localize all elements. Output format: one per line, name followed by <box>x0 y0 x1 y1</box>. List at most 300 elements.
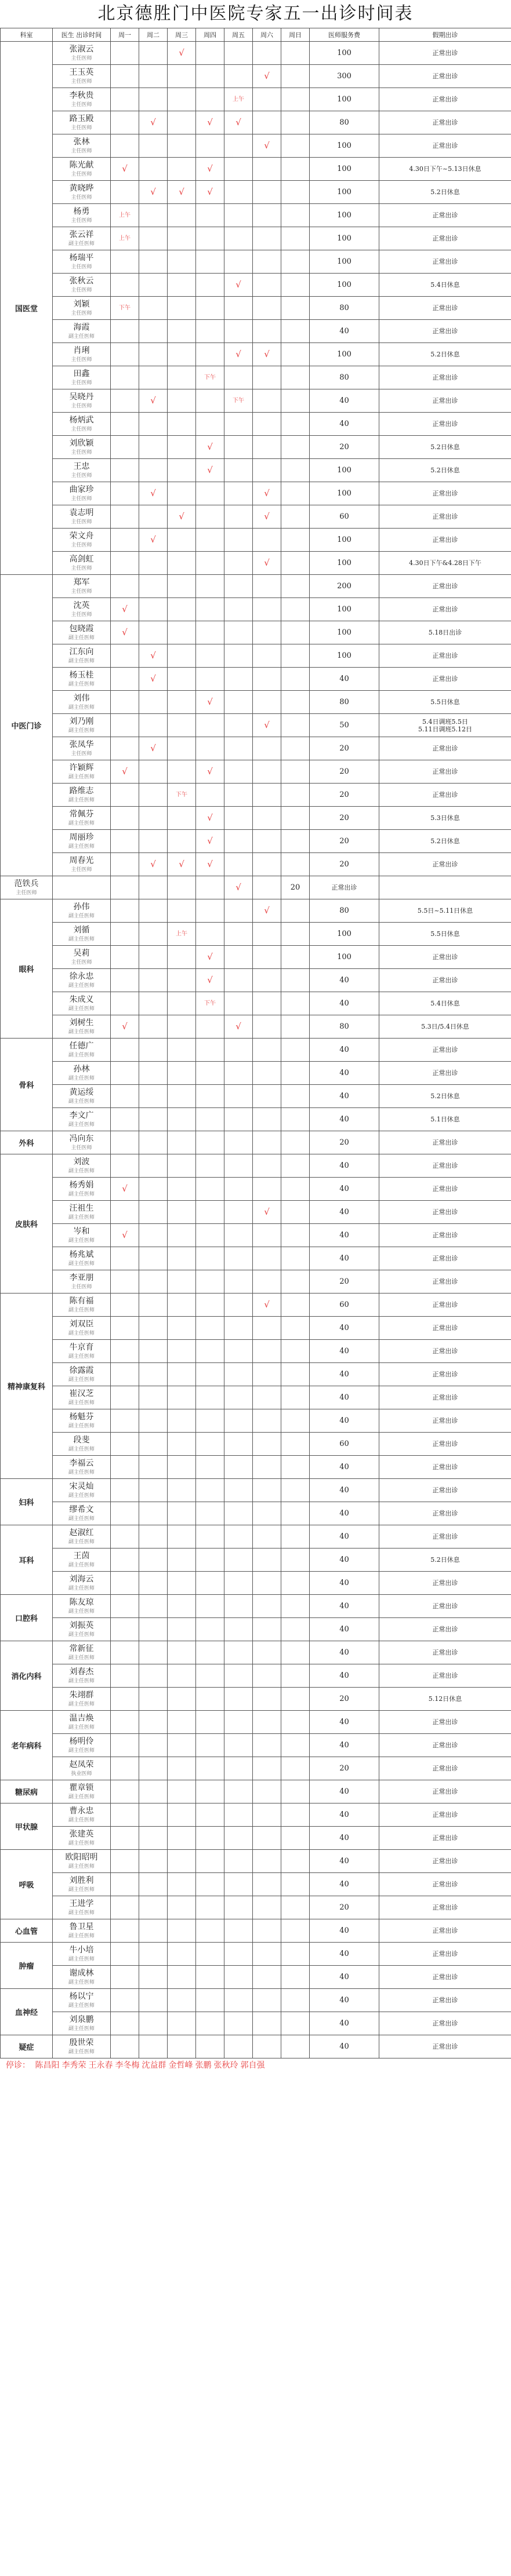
day-cell <box>253 668 281 691</box>
table-row <box>1 366 511 389</box>
day-cell <box>196 1317 224 1340</box>
table-row <box>1 158 511 181</box>
remark-cell: 5.2日休息 <box>379 830 511 853</box>
day-cell <box>253 1178 281 1201</box>
remark-cell: 正常出诊 <box>379 1062 511 1085</box>
doctor-cell <box>53 552 111 575</box>
remark-cell: 正常出诊 <box>379 737 511 760</box>
doctor-title: 主任医师 <box>71 217 92 224</box>
doctor-title: 副主任医师 <box>68 727 95 734</box>
check-mark: √ <box>150 743 156 753</box>
day-cell <box>281 482 310 505</box>
day-cell <box>168 598 196 621</box>
session-note: 下午 <box>176 791 187 798</box>
doctor-title: 副主任医师 <box>68 1330 95 1336</box>
day-cell <box>139 1943 168 1966</box>
day-cell <box>281 42 310 65</box>
header-dept: 科室 <box>1 28 53 42</box>
day-cell <box>253 1502 281 1525</box>
day-cell <box>139 1062 168 1085</box>
day-cell <box>111 482 139 505</box>
fee-cell: 20 <box>310 737 379 760</box>
day-cell <box>111 1386 139 1409</box>
table-row <box>1 204 511 227</box>
doctor-name: 刘颖 <box>73 299 90 309</box>
day-cell <box>196 1039 224 1062</box>
remark-cell: 正常出诊 <box>379 1363 511 1386</box>
day-cell <box>168 668 196 691</box>
day-cell <box>224 1688 253 1711</box>
day-cell <box>253 1525 281 1548</box>
fee-cell: 60 <box>310 1433 379 1456</box>
doctor-cell <box>53 1154 111 1178</box>
day-cell <box>253 1850 281 1873</box>
table-row <box>1 1201 511 1224</box>
doctor-name: 徐露霞 <box>69 1365 94 1375</box>
day-cell <box>53 876 111 899</box>
fee-cell: 40 <box>310 1595 379 1618</box>
day-cell <box>139 1433 168 1456</box>
day-cell <box>253 1641 281 1664</box>
day-cell <box>139 1108 168 1131</box>
table-row <box>1 42 511 65</box>
check-mark: √ <box>207 766 213 777</box>
table-row <box>1 529 511 552</box>
day-cell <box>111 1247 139 1270</box>
doctor-name: 朱翊群 <box>69 1690 94 1700</box>
doctor-cell <box>53 737 111 760</box>
table-row <box>1 1896 511 1919</box>
header-day: 周二 <box>139 28 168 42</box>
day-cell <box>281 992 310 1015</box>
doctor-title: 副主任医师 <box>68 1515 95 1522</box>
doctor-title: 副主任医师 <box>68 1910 95 1916</box>
doctor-name: 瞿章锁 <box>69 1783 94 1792</box>
day-cell <box>224 1595 253 1618</box>
fee-cell: 100 <box>310 598 379 621</box>
day-cell <box>253 1989 281 2012</box>
day-cell <box>196 575 224 598</box>
doctor-title: 主任医师 <box>71 472 92 479</box>
day-cell <box>139 784 168 807</box>
day-cell <box>139 227 168 250</box>
day-cell <box>168 1317 196 1340</box>
day-cell <box>168 505 196 529</box>
day-cell <box>253 134 281 158</box>
doctor-title: 副主任医师 <box>68 1747 95 1754</box>
remark-cell: 正常出诊 <box>379 1479 511 1502</box>
day-cell <box>196 946 224 969</box>
day-cell <box>281 1386 310 1409</box>
day-cell <box>196 1386 224 1409</box>
doctor-name: 王忠 <box>73 461 90 471</box>
day-cell <box>196 111 224 134</box>
department-cell: 国医堂 <box>1 42 53 575</box>
day-cell <box>281 1363 310 1386</box>
fee-cell: 100 <box>310 134 379 158</box>
doctor-name: 欧阳昭明 <box>65 1852 98 1862</box>
day-cell <box>281 529 310 552</box>
doctor-cell <box>53 923 111 946</box>
department-cell: 老年病科 <box>1 1711 53 1780</box>
fee-cell: 40 <box>310 992 379 1015</box>
day-cell <box>168 1803 196 1827</box>
table-row <box>1 1966 511 1989</box>
day-cell <box>253 969 281 992</box>
doctor-title: 副主任医师 <box>68 1492 95 1499</box>
day-cell <box>281 297 310 320</box>
doctor-title: 主任医师 <box>71 565 92 571</box>
day-cell <box>196 1409 224 1433</box>
fee-cell: 80 <box>310 1015 379 1039</box>
day-cell <box>168 1896 196 1919</box>
table-row <box>1 1803 511 1827</box>
fee-cell: 40 <box>310 1340 379 1363</box>
table-row <box>1 644 511 668</box>
doctor-cell <box>53 1178 111 1201</box>
fee-cell: 40 <box>310 1154 379 1178</box>
day-cell <box>196 992 224 1015</box>
table-row <box>1 1131 511 1154</box>
day-cell <box>111 737 139 760</box>
table-row <box>1 621 511 644</box>
fee-cell: 40 <box>310 413 379 436</box>
session-note: 下午 <box>204 374 216 381</box>
day-cell <box>224 436 253 459</box>
table-row <box>1 1618 511 1641</box>
day-cell <box>196 1502 224 1525</box>
doctor-name: 曲家珍 <box>69 484 94 494</box>
day-cell <box>111 1827 139 1850</box>
doctor-cell <box>53 459 111 482</box>
day-cell <box>139 1873 168 1896</box>
day-cell <box>111 598 139 621</box>
table-row <box>1 1943 511 1966</box>
day-cell <box>253 1827 281 1850</box>
day-cell <box>253 65 281 88</box>
day-cell <box>139 1039 168 1062</box>
remark-cell: 正常出诊 <box>379 760 511 784</box>
fee-cell: 100 <box>310 923 379 946</box>
day-cell <box>196 1525 224 1548</box>
day-cell <box>139 158 168 181</box>
day-cell <box>253 1803 281 1827</box>
remark-cell: 5.2日休息 <box>379 1548 511 1572</box>
day-cell <box>253 320 281 343</box>
day-cell <box>224 505 253 529</box>
day-cell <box>111 876 139 899</box>
doctor-name: 吴晓丹 <box>69 392 94 402</box>
day-cell <box>253 737 281 760</box>
day-cell <box>168 181 196 204</box>
day-cell <box>224 343 253 366</box>
day-cell <box>111 992 139 1015</box>
day-cell <box>196 1363 224 1386</box>
day-cell <box>139 274 168 297</box>
doctor-name: 周春光 <box>69 855 94 865</box>
table-row <box>1 714 511 737</box>
day-cell <box>224 1711 253 1734</box>
day-cell <box>111 1317 139 1340</box>
day-cell <box>196 830 224 853</box>
day-cell <box>168 2035 196 2058</box>
day-cell <box>111 1757 139 1780</box>
remark-cell: 正常出诊 <box>379 1502 511 1525</box>
day-cell <box>196 1247 224 1270</box>
day-cell <box>281 65 310 88</box>
day-cell <box>111 946 139 969</box>
check-mark: √ <box>207 442 213 452</box>
department-cell: 呼吸 <box>1 1850 53 1919</box>
check-mark: √ <box>264 71 270 81</box>
fee-cell: 20 <box>310 436 379 459</box>
header-day: 周一 <box>111 28 139 42</box>
doctor-cell <box>53 668 111 691</box>
table-row <box>1 250 511 274</box>
table-row <box>1 505 511 529</box>
table-row <box>1 134 511 158</box>
day-cell <box>253 1711 281 1734</box>
doctor-name: 路玉殿 <box>69 114 94 123</box>
day-cell <box>196 853 224 876</box>
remark-cell: 5.18日出诊 <box>379 621 511 644</box>
day-cell <box>139 946 168 969</box>
remark-cell: 正常出诊 <box>379 2012 511 2035</box>
day-cell <box>111 575 139 598</box>
day-cell <box>224 807 253 830</box>
day-cell <box>196 42 224 65</box>
fee-cell: 80 <box>310 899 379 923</box>
day-cell <box>168 1688 196 1711</box>
doctor-cell <box>53 621 111 644</box>
department-cell: 糖尿病 <box>1 1780 53 1803</box>
suspended-doctor-name: 陈昌阳 <box>35 2061 60 2070</box>
day-cell <box>224 413 253 436</box>
doctor-name: 李文广 <box>69 1110 94 1120</box>
fee-cell: 40 <box>310 1780 379 1803</box>
day-cell <box>224 42 253 65</box>
table-row <box>1 992 511 1015</box>
fee-cell: 40 <box>310 1989 379 2012</box>
doctor-title: 副主任医师 <box>68 1376 95 1383</box>
doctor-title: 副主任医师 <box>68 1840 95 1846</box>
suspended-doctor-name: 郭自强 <box>240 2061 265 2070</box>
fee-cell: 40 <box>310 1062 379 1085</box>
day-cell <box>281 1062 310 1085</box>
day-cell <box>168 1201 196 1224</box>
doctor-name: 李秋贵 <box>69 90 94 100</box>
remark-cell: 正常出诊 <box>379 366 511 389</box>
table-row <box>1 181 511 204</box>
day-cell <box>168 969 196 992</box>
remark-cell: 5.4日休息 <box>379 274 511 297</box>
day-cell <box>139 1409 168 1433</box>
doctor-name: 刘树生 <box>69 1018 94 1028</box>
doctor-cell <box>53 598 111 621</box>
fee-cell: 40 <box>310 1711 379 1734</box>
day-cell <box>253 1340 281 1363</box>
day-cell <box>168 1989 196 2012</box>
day-cell <box>139 1131 168 1154</box>
day-cell <box>139 807 168 830</box>
day-cell <box>168 1456 196 1479</box>
day-cell <box>281 1433 310 1456</box>
doctor-cell <box>53 1201 111 1224</box>
day-cell <box>196 1456 224 1479</box>
table-row <box>1 737 511 760</box>
fee-cell: 20 <box>310 830 379 853</box>
doctor-name: 刘春杰 <box>69 1667 94 1677</box>
doctor-cell <box>53 1618 111 1641</box>
day-cell <box>196 1595 224 1618</box>
day-cell <box>139 1247 168 1270</box>
table-row <box>1 1317 511 1340</box>
day-cell <box>196 1943 224 1966</box>
day-cell <box>139 1502 168 1525</box>
remark-cell: 正常出诊 <box>379 1827 511 1850</box>
remark-cell: 正常出诊 <box>379 2035 511 2058</box>
remark-cell: 5.2日休息 <box>379 436 511 459</box>
remark-cell: 正常出诊 <box>379 1525 511 1548</box>
header-row <box>1 28 511 42</box>
day-cell <box>196 413 224 436</box>
day-cell <box>168 1224 196 1247</box>
day-cell <box>139 1525 168 1548</box>
day-cell <box>168 1827 196 1850</box>
day-cell <box>253 621 281 644</box>
doctor-title: 主任医师 <box>71 194 92 201</box>
day-cell <box>281 1572 310 1595</box>
day-cell <box>111 529 139 552</box>
check-mark: √ <box>235 882 241 892</box>
day-cell <box>281 1966 310 1989</box>
day-cell <box>111 250 139 274</box>
day-cell <box>281 343 310 366</box>
fee-cell: 80 <box>310 297 379 320</box>
header-day: 周日 <box>281 28 310 42</box>
remark-cell: 正常出诊 <box>379 1409 511 1433</box>
doctor-title: 副主任医师 <box>68 1191 95 1197</box>
doctor-cell <box>53 320 111 343</box>
day-cell <box>168 111 196 134</box>
fee-cell: 60 <box>310 505 379 529</box>
day-cell <box>168 1433 196 1456</box>
doctor-cell <box>53 88 111 111</box>
day-cell <box>111 1711 139 1734</box>
day-cell <box>224 1548 253 1572</box>
day-cell <box>168 1270 196 1294</box>
check-mark: √ <box>235 1021 241 1032</box>
doctor-cell <box>53 830 111 853</box>
day-cell <box>196 923 224 946</box>
day-cell <box>111 1294 139 1317</box>
day-cell <box>111 1062 139 1085</box>
day-cell <box>281 250 310 274</box>
table-row <box>1 946 511 969</box>
doctor-name: 张凤华 <box>69 739 94 749</box>
day-cell <box>224 1294 253 1317</box>
day-cell <box>281 1757 310 1780</box>
doctor-title: 副主任医师 <box>68 1353 95 1360</box>
day-cell <box>196 1734 224 1757</box>
doctor-cell <box>1 876 53 899</box>
day-cell <box>196 227 224 250</box>
suspended-doctor-name: 王永春 <box>88 2061 113 2070</box>
day-cell <box>168 923 196 946</box>
doctor-title: 副主任医师 <box>68 681 95 687</box>
remark-cell: 正常出诊 <box>379 42 511 65</box>
doctor-title: 副主任医师 <box>68 1678 95 1684</box>
doctor-title: 主任医师 <box>71 78 92 85</box>
doctor-title: 副主任医师 <box>68 913 95 919</box>
day-cell <box>253 1873 281 1896</box>
remark-cell: 正常出诊 <box>379 111 511 134</box>
day-cell <box>139 992 168 1015</box>
day-cell <box>253 598 281 621</box>
day-cell <box>168 1409 196 1433</box>
doctor-title: 副主任医师 <box>68 635 95 641</box>
remark-cell: 正常出诊 <box>379 1850 511 1873</box>
day-cell <box>253 459 281 482</box>
day-cell <box>281 88 310 111</box>
fee-cell: 20 <box>310 1896 379 1919</box>
day-cell <box>253 1456 281 1479</box>
day-cell <box>196 1154 224 1178</box>
remark-cell: 正常出诊 <box>379 1131 511 1154</box>
table-row <box>1 1363 511 1386</box>
day-cell <box>253 1409 281 1433</box>
day-cell <box>196 598 224 621</box>
table-row <box>1 1548 511 1572</box>
doctor-name: 刘伟 <box>73 693 90 703</box>
day-cell <box>111 1572 139 1595</box>
doctor-title: 主任医师 <box>71 264 92 270</box>
day-cell <box>139 1757 168 1780</box>
doctor-name: 常新征 <box>69 1644 94 1653</box>
doctor-title: 副主任医师 <box>68 1655 95 1661</box>
day-cell <box>224 575 253 598</box>
day-cell <box>224 1873 253 1896</box>
day-cell <box>253 992 281 1015</box>
doctor-title: 副主任医师 <box>68 797 95 803</box>
table-row <box>1 1386 511 1409</box>
check-mark: √ <box>150 650 156 661</box>
day-cell <box>168 1015 196 1039</box>
doctor-cell <box>53 1456 111 1479</box>
day-cell <box>196 1919 224 1943</box>
day-cell <box>224 1247 253 1270</box>
remark-cell: 正常出诊 <box>379 389 511 413</box>
remark-cell: 正常出诊 <box>379 1572 511 1595</box>
doctor-cell <box>53 366 111 389</box>
table-row <box>1 1641 511 1664</box>
day-cell <box>196 1757 224 1780</box>
check-mark: √ <box>264 1299 270 1310</box>
day-cell <box>196 1896 224 1919</box>
table-row <box>1 969 511 992</box>
check-mark: √ <box>150 117 156 127</box>
day-cell <box>253 807 281 830</box>
fee-cell: 40 <box>310 1409 379 1433</box>
day-cell <box>281 552 310 575</box>
day-cell <box>253 1085 281 1108</box>
day-cell <box>281 1409 310 1433</box>
day-cell <box>196 1224 224 1247</box>
doctor-name: 赵淑红 <box>69 1528 94 1537</box>
day-cell <box>139 1688 168 1711</box>
fee-cell: 50 <box>310 714 379 737</box>
day-cell <box>139 459 168 482</box>
